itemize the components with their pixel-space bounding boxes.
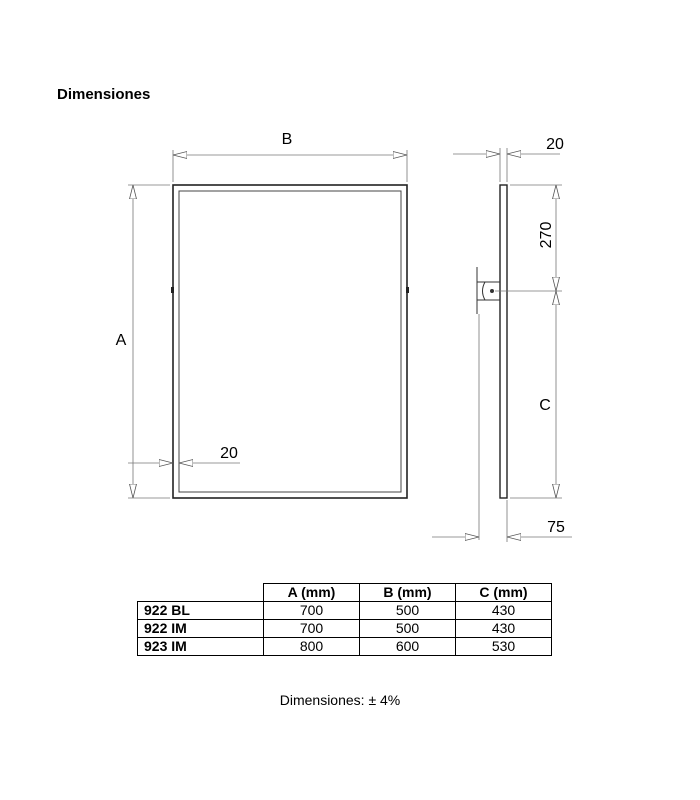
table-header-corner [138, 584, 264, 602]
table-header-row [138, 584, 552, 602]
table-row [138, 638, 552, 656]
value-b-cell: 500 [360, 602, 456, 620]
table-header-a: A (mm) [264, 584, 360, 602]
mirror-side-profile [500, 185, 507, 498]
value-c-cell: 530 [456, 638, 552, 656]
dimensions-table [137, 583, 552, 656]
bracket-pivot [490, 289, 494, 293]
dimension-a [116, 185, 170, 498]
value-c-cell: 430 [456, 620, 552, 638]
table-row [138, 620, 552, 638]
dimension-frame-width-label: 20 [220, 445, 238, 462]
section-title: Dimensiones [57, 86, 151, 103]
front-view [116, 131, 409, 498]
value-b-cell: 600 [360, 638, 456, 656]
dimension-depth-label: 75 [547, 519, 565, 536]
left-hinge [171, 287, 174, 293]
table-row [138, 602, 552, 620]
dimension-c [510, 291, 562, 498]
dimension-b [173, 131, 407, 182]
value-a-cell: 700 [264, 602, 360, 620]
dimension-depth [432, 500, 572, 542]
dimension-bracket-offset-label: 270 [538, 221, 555, 249]
right-hinge [406, 287, 409, 293]
dimension-frame-width [128, 445, 240, 463]
dimension-thickness-label: 20 [546, 136, 564, 153]
dimension-bracket-offset [495, 185, 562, 291]
model-cell: 923 IM [138, 638, 264, 656]
value-b-cell: 500 [360, 620, 456, 638]
dimension-a-label: A [115, 332, 127, 349]
value-a-cell: 700 [264, 620, 360, 638]
model-cell: 922 IM [138, 620, 264, 638]
dimension-c-label: C [539, 397, 551, 414]
mirror-inner-frame [179, 191, 401, 492]
table-header-c: C (mm) [456, 584, 552, 602]
wall-bracket [477, 267, 500, 314]
side-view [432, 136, 572, 542]
value-c-cell: 430 [456, 602, 552, 620]
value-a-cell: 800 [264, 638, 360, 656]
model-cell: 922 BL [138, 602, 264, 620]
dimension-b-label: B [281, 131, 293, 148]
table-header-b: B (mm) [360, 584, 456, 602]
dimension-thickness [453, 136, 564, 182]
mirror-outer-frame [173, 185, 407, 498]
tolerance-note: Dimensiones: ± 4% [279, 692, 401, 708]
